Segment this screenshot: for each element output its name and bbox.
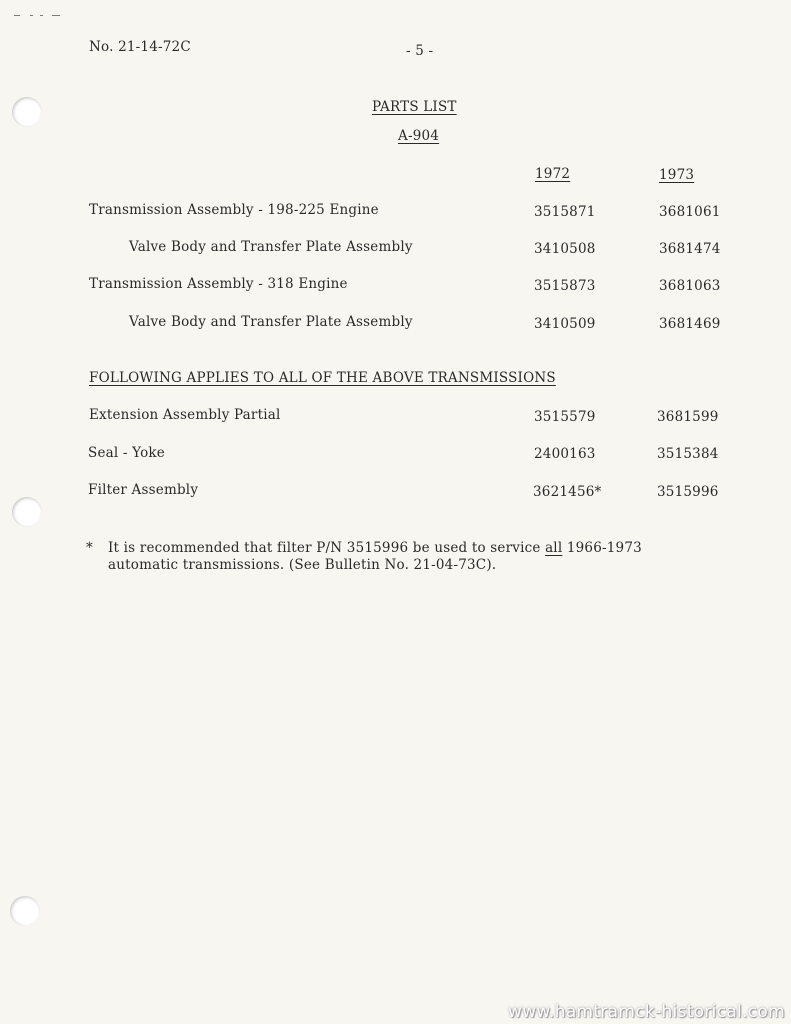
binder-hole-middle (12, 497, 42, 527)
scan-mark (14, 15, 20, 16)
watermark: www.hamtramck-historical.com (508, 1002, 785, 1022)
scan-mark (52, 15, 60, 16)
common-row-part-1973: 3515384 (657, 446, 719, 462)
common-row-part-1973: 3681599 (657, 409, 719, 425)
common-row-label: Seal - Yoke (88, 445, 165, 461)
row-part-1973: 3681061 (659, 204, 721, 220)
row-label: Valve Body and Transfer Plate Assembly (129, 314, 413, 330)
footnote-marker: * (86, 540, 93, 556)
footnote-line-2: automatic transmissions. (See Bulletin No. 21-04-73C). (108, 557, 497, 573)
row-part-1973: 3681474 (659, 241, 721, 257)
common-row-part-1973: 3515996 (657, 484, 719, 500)
row-part-1972: 3515873 (534, 278, 596, 294)
document-number: No. 21-14-72C (89, 39, 191, 55)
row-label: Transmission Assembly - 318 Engine (89, 276, 348, 292)
common-row-label: Filter Assembly (88, 482, 199, 498)
section-heading: FOLLOWING APPLIES TO ALL OF THE ABOVE TRANSMISSIONS (89, 370, 556, 386)
binder-hole-top (12, 97, 42, 127)
scan-mark (40, 15, 43, 16)
footnote-text-after: 1966-1973 (562, 540, 642, 556)
common-row-label: Extension Assembly Partial (89, 407, 281, 423)
common-row-part-1972: 3515579 (534, 409, 596, 425)
row-part-1973: 3681469 (659, 316, 721, 332)
footnote-text-before: It is recommended that filter P/N 3515996 be used to service (108, 540, 546, 556)
page-subtitle: A-904 (398, 128, 440, 144)
common-row-part-1972: 2400163 (534, 446, 596, 462)
row-part-1972: 3515871 (534, 204, 596, 220)
page-title: PARTS LIST (372, 99, 457, 115)
page-number: - 5 - (406, 43, 434, 59)
binder-hole-bottom (10, 896, 40, 926)
footnote-emphasis: all (545, 540, 563, 556)
row-part-1972: 3410509 (534, 316, 596, 332)
column-header-1972: 1972 (535, 166, 571, 182)
column-header-1973: 1973 (659, 167, 695, 183)
footnote-line-1 (108, 540, 642, 556)
scan-mark (30, 15, 33, 16)
row-part-1972: 3410508 (534, 241, 596, 257)
row-label: Valve Body and Transfer Plate Assembly (129, 239, 413, 255)
row-part-1973: 3681063 (659, 278, 721, 294)
row-label: Transmission Assembly - 198-225 Engine (89, 202, 379, 218)
common-row-part-1972: 3621456* (533, 484, 602, 500)
